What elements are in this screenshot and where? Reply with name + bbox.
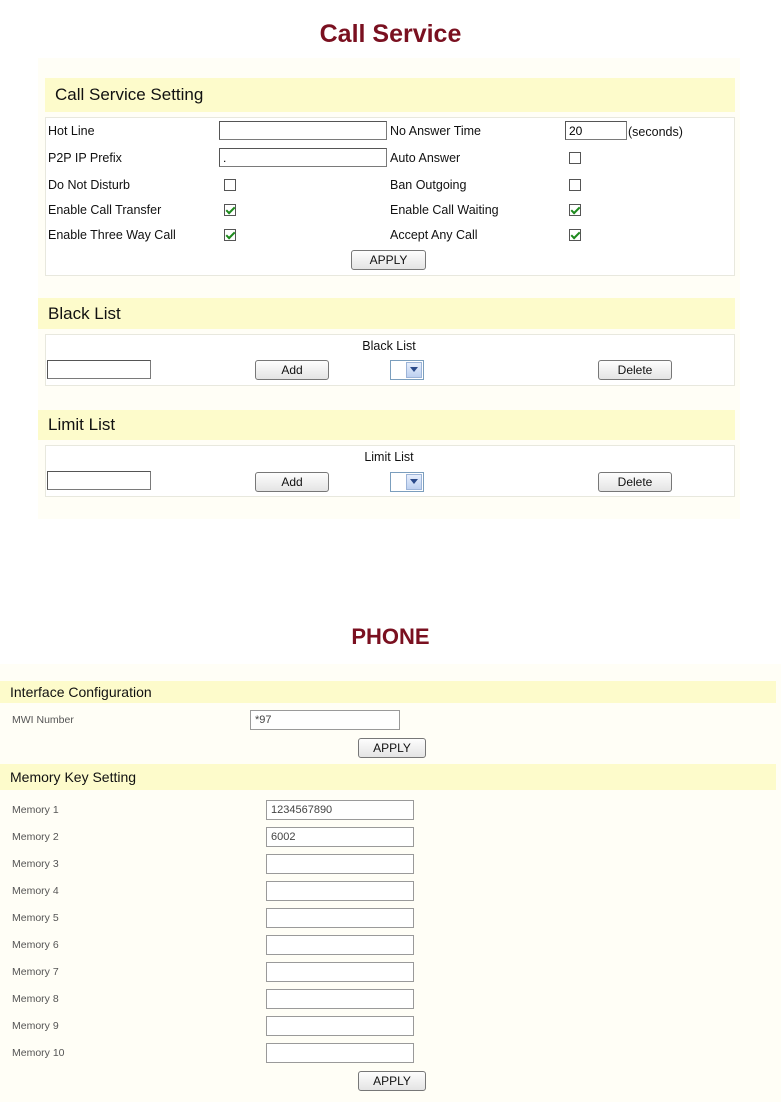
memory-label: Memory 9	[12, 1020, 59, 1032]
memory-input[interactable]	[266, 989, 414, 1009]
hot-line-input[interactable]	[219, 121, 387, 140]
interface-configuration-header: Interface Configuration	[0, 681, 776, 703]
memory-input[interactable]	[266, 1016, 414, 1036]
memory-input[interactable]	[266, 908, 414, 928]
auto-answer-checkbox[interactable]	[569, 152, 581, 164]
ban-outgoing-label: Ban Outgoing	[390, 178, 467, 192]
limit-list-add-button[interactable]: Add	[255, 472, 329, 492]
memory-label: Memory 7	[12, 966, 59, 978]
memory-input[interactable]: 1234567890	[266, 800, 414, 820]
memory-label: Memory 1	[12, 804, 59, 816]
black-list-add-button[interactable]: Add	[255, 360, 329, 380]
limit-list-header-text: Limit List	[48, 415, 116, 434]
no-answer-time-input[interactable]: 20	[565, 121, 627, 140]
memory-apply-button[interactable]: APPLY	[358, 1071, 426, 1091]
no-answer-time-label: No Answer Time	[390, 124, 482, 138]
memory-label: Memory 10	[12, 1047, 65, 1059]
memory-label: Memory 3	[12, 858, 59, 870]
no-answer-time-unit: (seconds)	[628, 125, 683, 139]
mwi-number-input[interactable]: *97	[250, 710, 400, 730]
hot-line-label: Hot Line	[48, 124, 95, 138]
black-list-header-text: Black List	[48, 303, 121, 323]
chevron-down-icon[interactable]	[406, 362, 422, 378]
enable-three-way-call-label: Enable Three Way Call	[48, 228, 176, 242]
interface-apply-button[interactable]: APPLY	[358, 738, 426, 758]
auto-answer-label: Auto Answer	[390, 151, 461, 165]
limit-list-header	[38, 410, 735, 440]
memory-key-setting-header: Memory Key Setting	[0, 764, 776, 790]
black-list-caption: Black List	[362, 339, 416, 353]
limit-list-input[interactable]	[47, 471, 151, 490]
enable-call-waiting-label: Enable Call Waiting	[390, 203, 499, 217]
enable-call-transfer-label: Enable Call Transfer	[48, 203, 162, 217]
limit-list-delete-button[interactable]: Delete	[598, 472, 672, 492]
call-service-apply-button[interactable]: APPLY	[351, 250, 426, 270]
call-service-setting-header-text: Call Service Setting	[55, 85, 204, 104]
memory-label: Memory 4	[12, 885, 59, 897]
call-service-title: Call Service	[319, 20, 462, 48]
enable-three-way-call-checkbox[interactable]	[224, 229, 236, 241]
chevron-down-icon[interactable]	[406, 474, 422, 490]
black-list-delete-button[interactable]: Delete	[598, 360, 672, 380]
memory-label: Memory 6	[12, 939, 59, 951]
memory-input[interactable]	[266, 1043, 414, 1063]
memory-label: Memory 2	[12, 831, 59, 843]
black-list-input[interactable]	[47, 360, 151, 379]
p2p-ip-prefix-input[interactable]: .	[219, 148, 387, 167]
do-not-disturb-label: Do Not Disturb	[48, 178, 130, 192]
memory-label: Memory 5	[12, 912, 59, 924]
memory-label: Memory 8	[12, 993, 59, 1005]
memory-input[interactable]	[266, 935, 414, 955]
accept-any-call-checkbox[interactable]	[569, 229, 581, 241]
memory-input[interactable]	[266, 962, 414, 982]
call-service-setting-header	[45, 78, 735, 112]
do-not-disturb-checkbox[interactable]	[224, 179, 236, 191]
p2p-ip-prefix-label: P2P IP Prefix	[48, 151, 122, 165]
phone-panel	[0, 664, 781, 1102]
enable-call-waiting-checkbox[interactable]	[569, 204, 581, 216]
call-service-panel	[38, 58, 740, 519]
accept-any-call-label: Accept Any Call	[390, 228, 478, 242]
mwi-number-label: MWI Number	[12, 714, 74, 726]
memory-input[interactable]	[266, 881, 414, 901]
enable-call-transfer-checkbox[interactable]	[224, 204, 236, 216]
black-list-header	[38, 298, 735, 329]
memory-input[interactable]: 6002	[266, 827, 414, 847]
black-list-select[interactable]	[390, 360, 424, 380]
limit-list-caption: Limit List	[364, 450, 414, 464]
phone-title: PHONE	[351, 624, 430, 649]
ban-outgoing-checkbox[interactable]	[569, 179, 581, 191]
limit-list-select[interactable]	[390, 472, 424, 492]
memory-input[interactable]	[266, 854, 414, 874]
